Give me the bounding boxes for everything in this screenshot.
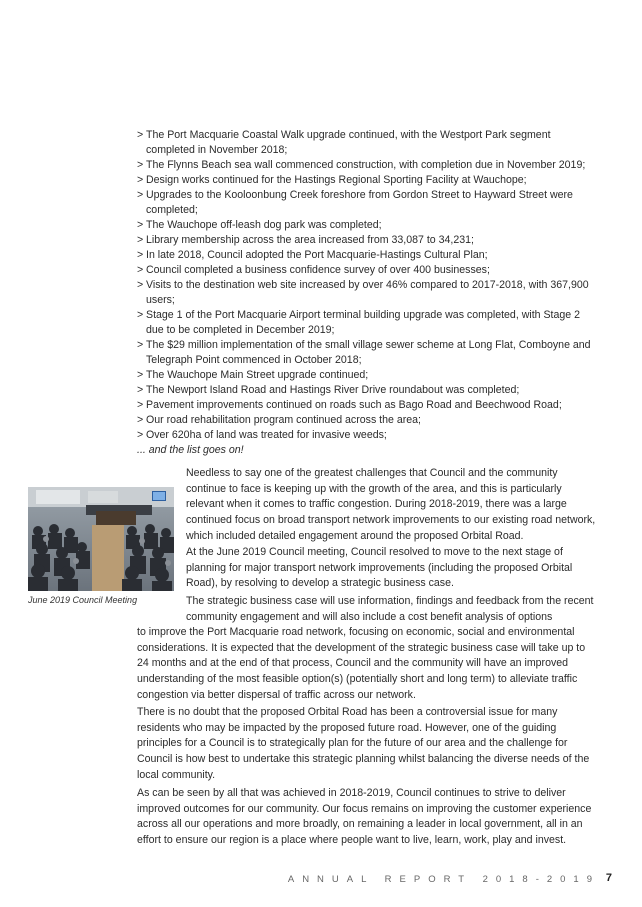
paragraph-congestion: Needless to say one of the greatest challenges that Council and the community continue to face is keeping up with the growth of the area, and this is particularly relevant when it comes to traffic congestion. During 2018-2019, there was a large continued focus on broad transport network improvements to our existing road network, which included detailed engagement around the proposed Orbital Road. [186,467,596,542]
photo-caption: June 2019 Council Meeting [28,595,138,605]
list-item: > The Newport Island Road and Hastings River Drive roundabout was completed; [137,384,520,396]
list-item: > The Wauchope off-leash dog park was completed; [137,219,382,231]
list-item: > The $29 million implementation of the small village sewer scheme at Long Flat, Comboyne and Telegraph Point commenced in October 2018; [137,339,591,366]
paragraph-orbital-road: There is no doubt that the proposed Orbital Road has been a controversial issue for many residents who may be impacted by the proposed future road. However, one of the guiding principles for a Council is to strategically plan for the future of our area and the challenge for Council is how best to undertake this strategic planning whilst balancing the diverse needs of the local community. [137,706,590,781]
paragraph-business-case-start: The strategic business case will use information, findings and feedback from the recent community engagement and will also include a cost benefit analysis of options [186,595,594,623]
list-item: > Stage 1 of the Port Macquarie Airport terminal building upgrade was completed, with Stage 2 due to be completed in December 2019; [137,309,581,336]
paragraph-june-meeting: At the June 2019 Council meeting, Council resolved to move to the next stage of planning for major transport network improvements (including the proposed Orbital Road), by resolving to develop a strategic business case. [186,546,573,590]
page-number: 7 [605,872,612,884]
list-item: > The Port Macquarie Coastal Walk upgrade continued, with the Westport Park segment completed in November 2018; [137,129,551,156]
list-item: > Visits to the destination web site increased by over 46% compared to 2017-2018, with 367,900 users; [137,279,589,306]
list-item: > Library membership across the area increased from 33,087 to 34,231; [137,234,474,246]
list-item: > Over 620ha of land was treated for invasive weeds; [137,429,387,441]
list-end-note: ... and the list goes on! [137,444,244,456]
council-meeting-photo [28,487,174,591]
footer-title: ANNUAL REPORT 2018-2019 [287,874,600,885]
list-item: > Design works continued for the Hastings Regional Sporting Facility at Wauchope; [137,174,527,186]
list-item: > The Wauchope Main Street upgrade continued; [137,369,369,381]
paragraph-business-case: to improve the Port Macquarie road network, focusing on economic, social and environmental considerations. It is expected that the development of the strategic business case will take up to 24 months and at the end of that process, Council and the community will have an improved understanding of the most feasible option(s) (potentially short and long term) to alleviate traffic congestion via better dispersal of traffic across our network. [137,626,586,701]
report-footer [288,874,614,885]
paragraph-outcomes: As can be seen by all that was achieved in 2018-2019, Council continues to strive to deliver improved outcomes for our community. Our focus remains on improving the customer experience across all our operations and more broadly, on remaining a leader in local government, all in an effort to ensure our region is a place where people want to live, learn, work, play and invest. [137,787,592,847]
list-item: > The Flynns Beach sea wall commenced construction, with completion due in November 2019; [137,159,586,171]
list-item: > Council completed a business confidence survey of over 400 businesses; [137,264,490,276]
list-item: > Our road rehabilitation program continued across the area; [137,414,422,426]
council-meeting-photo-image [28,487,174,591]
list-item: > In late 2018, Council adopted the Port Macquarie-Hastings Cultural Plan; [137,249,488,261]
achievements-list [137,128,599,458]
list-item: > Pavement improvements continued on roads such as Bago Road and Beechwood Road; [137,399,562,411]
list-item: > Upgrades to the Kooloonbung Creek foreshore from Gordon Street to Hayward Street were completed; [137,189,573,216]
